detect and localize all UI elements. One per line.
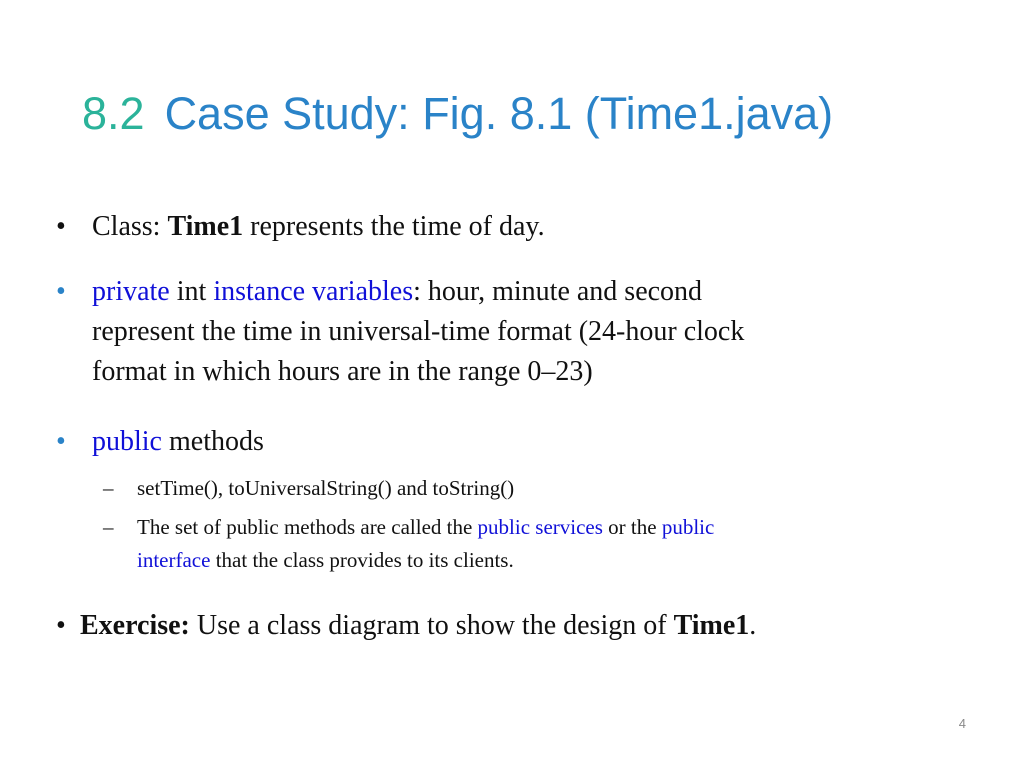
instance-variables-line3: format in which hours are in the range 0–23) xyxy=(92,356,593,387)
keyword-instance-variables: instance variables xyxy=(213,276,414,307)
exercise-period: . xyxy=(749,610,757,641)
interface-description: that the class provides to its clients. xyxy=(210,548,514,572)
or-the: or the xyxy=(602,515,662,539)
title-text: Case Study: Fig. 8.1 (Time1.java) xyxy=(164,88,834,139)
keyword-private: private xyxy=(92,276,170,307)
public-services-lead: The set of public methods are called the xyxy=(137,515,478,539)
keyword-public: public xyxy=(92,426,162,457)
page-number: 4 xyxy=(958,716,966,731)
sub-bullet-dash: – xyxy=(103,476,114,500)
sub-bullet-dash: – xyxy=(103,515,114,539)
instance-variables-line2: represent the time in universal-time format (24-hour clock xyxy=(92,316,745,347)
class-name: Time1 xyxy=(167,211,244,242)
exercise-text: Use a class diagram to show the design of xyxy=(189,610,674,641)
keyword-int: int xyxy=(169,276,214,307)
bullet-marker: • xyxy=(56,211,66,242)
bullet-text xyxy=(80,606,756,646)
term-public-services: public services xyxy=(477,515,603,539)
slide-title xyxy=(82,84,833,144)
bullet-marker: • xyxy=(56,610,66,641)
exercise-class-name: Time1 xyxy=(673,610,750,641)
methods-label: methods xyxy=(162,426,264,457)
class-prefix: Class: xyxy=(92,211,168,242)
section-number: 8.2 xyxy=(82,88,145,139)
exercise-label: Exercise: xyxy=(80,610,190,641)
bullet-text xyxy=(92,207,545,247)
term-public: public xyxy=(661,515,715,539)
term-interface: interface xyxy=(137,548,211,572)
bullet-text xyxy=(92,422,264,462)
bullet-marker: • xyxy=(56,276,66,307)
sub-bullet-text xyxy=(137,511,714,577)
instance-variables-list: : hour, minute and second xyxy=(413,276,703,307)
sub-bullet-text: setTime(), toUniversalString() and toString() xyxy=(137,476,515,500)
bullet-marker: • xyxy=(56,426,66,457)
bullet-text xyxy=(92,272,744,392)
class-description: represents the time of day. xyxy=(243,211,545,242)
